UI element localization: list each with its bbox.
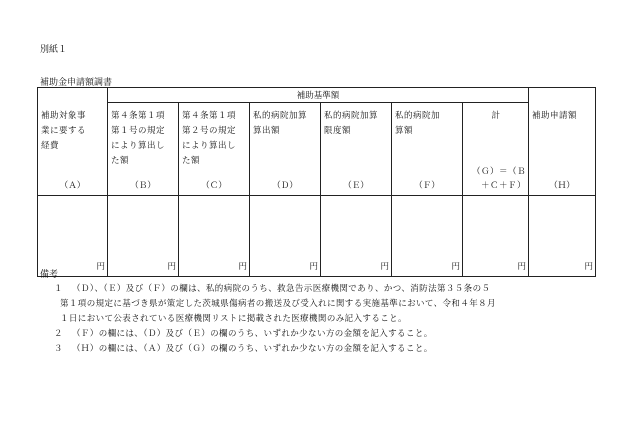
yen-unit: 円 [584,262,594,272]
header-row [38,103,596,196]
subsidy-table [37,87,596,277]
value-cell-h[interactable] [529,196,596,277]
header-cell-h-top [529,88,596,103]
value-cell-c[interactable] [179,196,250,277]
document-title: 補助金申請額調書 [40,78,113,88]
value-cell-e[interactable] [321,196,392,277]
header-cell-f: 私的病院加 算額 （Ｆ） [392,103,463,196]
header-cell-b: 第４条第１項 第１号の規定 により算出し た額 （Ｂ） [108,103,179,196]
yen-unit: 円 [517,262,527,272]
header-cell-e: 私的病院加算 限度額 （Ｅ） [321,103,392,196]
value-cell-f[interactable] [392,196,463,277]
header-cell-c: 第４条第１項 第２号の規定 により算出し た額 （Ｃ） [179,103,250,196]
note-item-3: ３ （Ｈ）の欄には、（Ａ）及び（Ｇ）の欄のうち、いずれか少ない方の金額を記入すること。 [54,344,433,354]
header-cell-d: 私的病院加算 算出額 （Ｄ） [250,103,321,196]
group-header: 補助基準額 [108,88,529,103]
value-cell-g[interactable] [463,196,529,277]
yen-unit: 円 [238,262,247,272]
yen-unit: 円 [96,262,105,272]
note-item-1: １ （Ｄ）、（Ｅ）及び（Ｆ）の欄は、私的病院のうち、救急告示医療機関であり、かつ、消防法第３５条の５ 第１項の規定に基づき県が策定した茨城県傷病者の搬送及び受入れに関する実施基準において、令和４年８月 １日において公表されている医療機関リストに掲載された医療機関のみ記入すること。 [54,284,496,324]
header-cell-a: 補助対象事 業に要する 経費 （Ａ） [38,103,108,196]
yen-unit: 円 [309,262,318,272]
header-cell-a-top [38,88,108,103]
note-item-2: ２ （Ｆ）の欄には、（Ｄ）及び（Ｅ）の欄のうち、いずれか少ない方の金額を記入すること。 [54,329,433,339]
value-cell-b[interactable] [108,196,179,277]
notes-heading: 備考 [40,270,59,280]
attachment-label: 別紙１ [40,45,68,55]
value-cell-a[interactable] [38,196,108,277]
value-row [38,196,596,277]
yen-unit: 円 [380,262,389,272]
header-cell-h: 補助申請額 （Ｈ） [529,103,596,196]
yen-unit: 円 [167,262,176,272]
header-cell-g: 計 （Ｇ）＝（Ｂ ＋Ｃ＋Ｆ） [463,103,529,196]
value-cell-d[interactable] [250,196,321,277]
yen-unit: 円 [451,262,460,272]
